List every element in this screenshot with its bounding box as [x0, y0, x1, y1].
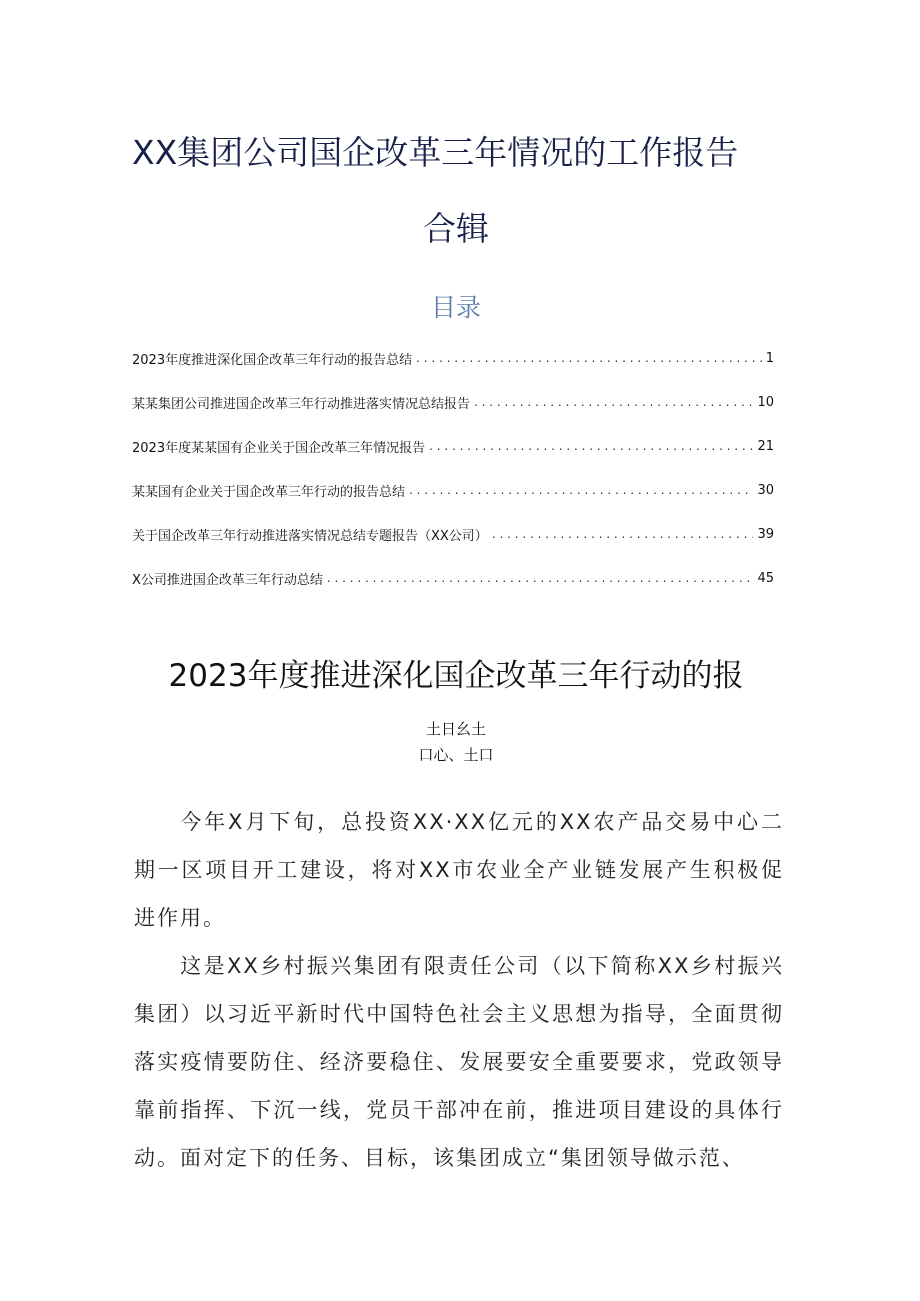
- toc-leader-dots: [474, 394, 753, 410]
- body-text: [134, 798, 784, 1182]
- toc-entry-label: 2023年度推进深化国企改革三年行动的报告总结: [132, 352, 413, 368]
- toc-entry[interactable]: [132, 468, 774, 512]
- section-title: 2023年度推进深化国企改革三年行动的报: [168, 658, 744, 694]
- document-title-line1: XX集团公司国企改革三年情况的工作报告: [132, 133, 739, 172]
- toc-entry[interactable]: [132, 556, 774, 600]
- toc-entry-label: 关于国企改革三年行动推进落实情况总结专题报告（XX公司）: [132, 528, 488, 544]
- toc-leader-dots: [409, 482, 753, 498]
- toc-leader-dots: [492, 526, 754, 542]
- toc-entry-label: 某某国有企业关于国企改革三年行动的报告总结: [132, 484, 406, 500]
- toc-entry-page: 45: [757, 570, 774, 586]
- table-of-contents: [132, 336, 774, 600]
- body-paragraph: 这是XX乡村振兴集团有限责任公司（以下简称XX乡村振兴集团）以习近平新时代中国特色社会主义思想为指导，全面贯彻落实疫情要防住、经济要稳住、发展要安全重要要求，党政领导靠前指挥、下沉一线，党员干部冲在前，推进项目建设的具体行动。面对定下的任务、目标，该集团成立“集团领导做示范、: [134, 954, 784, 1170]
- section-subline-2: 口心、土口: [418, 746, 494, 764]
- body-paragraph: 今年X月下旬，总投资XX·XX亿元的XX农产品交易中心二期一区项目开工建设，将对XX市农业全产业链发展产生积极促进作用。: [134, 810, 784, 930]
- toc-entry-label: 某某集团公司推进国企改革三年行动推进落实情况总结报告: [132, 396, 471, 412]
- toc-leader-dots: [327, 570, 754, 586]
- toc-entry[interactable]: [132, 512, 774, 556]
- toc-entry-label: X公司推进国企改革三年行动总结: [132, 572, 323, 588]
- toc-entry[interactable]: [132, 380, 774, 424]
- toc-leader-dots: [416, 350, 762, 366]
- toc-heading: 目录: [430, 293, 481, 322]
- toc-entry[interactable]: [132, 424, 774, 468]
- document-title-line2: 合辑: [423, 209, 489, 248]
- toc-leader-dots: [429, 438, 753, 454]
- toc-entry-label: 2023年度某某国有企业关于国企改革三年情况报告: [132, 440, 426, 456]
- toc-entry-page: 1: [765, 350, 774, 366]
- toc-entry-page: 21: [757, 438, 774, 454]
- toc-entry[interactable]: [132, 336, 774, 380]
- toc-entry-page: 39: [757, 526, 774, 542]
- toc-entry-page: 30: [757, 482, 774, 498]
- section-subline-1: 土日幺土: [425, 720, 486, 738]
- toc-entry-page: 10: [757, 394, 774, 410]
